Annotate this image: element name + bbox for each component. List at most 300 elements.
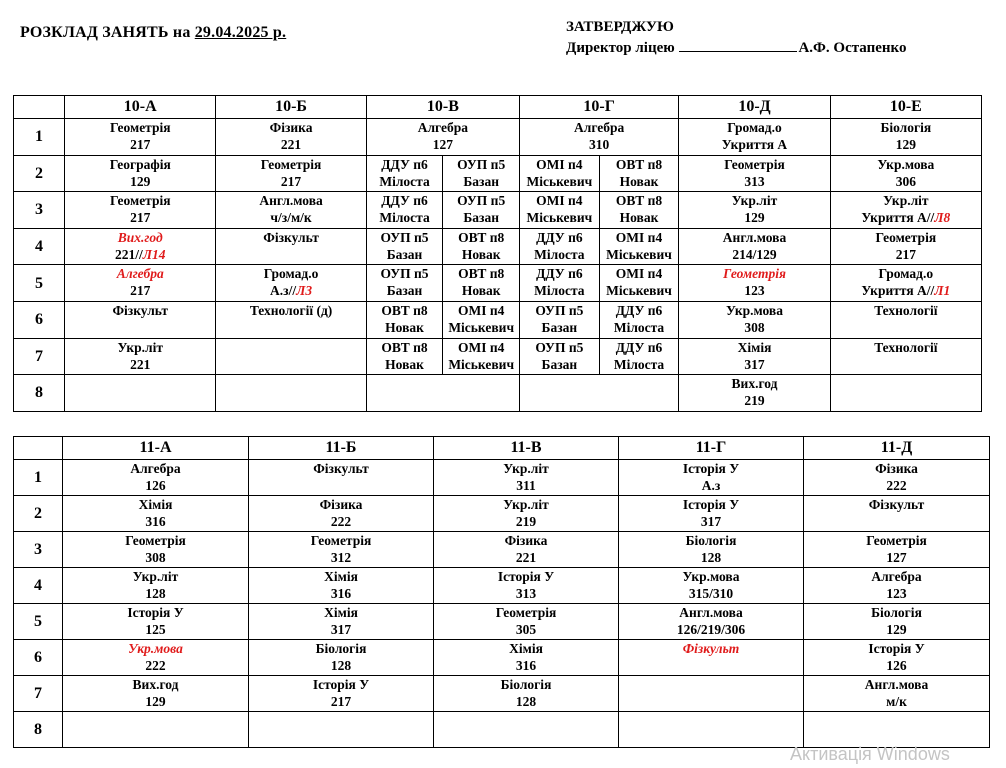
lesson-room xyxy=(63,513,248,530)
lesson-room-text: 126 xyxy=(145,478,166,493)
lesson-room-text: 129 xyxy=(895,137,916,152)
class-header: 10-Е xyxy=(830,96,981,119)
schedule-cell xyxy=(520,155,679,192)
lesson-subject: Історія У xyxy=(312,677,370,692)
lesson-subject: Алгебра xyxy=(417,120,468,135)
lesson-subject: ДДУ п6 xyxy=(615,339,663,355)
lesson-group-tag: Л14 xyxy=(142,246,166,262)
lesson-room-text: А.з// xyxy=(270,283,297,299)
schedule-cell xyxy=(249,640,434,676)
lesson-room xyxy=(520,246,599,263)
lesson-room xyxy=(679,209,829,226)
lesson-room xyxy=(679,356,829,373)
lesson-subject: ОУП п5 xyxy=(380,266,429,282)
lesson-subject: Укр.літ xyxy=(731,193,778,209)
lesson-subject: Фізкульт xyxy=(313,461,369,476)
schedule-cell xyxy=(249,712,434,748)
schedule-cell xyxy=(366,119,519,156)
lesson-room xyxy=(520,356,599,373)
lesson-room xyxy=(367,282,443,299)
split-cell xyxy=(520,229,678,265)
schedule-cell xyxy=(434,532,619,568)
lesson-room xyxy=(600,356,679,373)
lesson-subject: Алгебра xyxy=(116,266,164,282)
lesson-room-text: 128 xyxy=(700,550,722,565)
lesson-subject: ДДУ п6 xyxy=(536,266,583,282)
lesson-room-text: 311 xyxy=(516,478,536,493)
schedule-cell xyxy=(366,375,519,412)
schedule-cell xyxy=(520,119,679,156)
lesson-room xyxy=(831,136,981,153)
schedule-cell xyxy=(804,640,990,676)
group-subcell xyxy=(367,302,443,338)
lesson-room-text: 129 xyxy=(130,173,151,189)
schedule-cell xyxy=(366,265,519,302)
group-subcell xyxy=(443,229,519,265)
lesson-row xyxy=(14,375,982,412)
schedule-cell xyxy=(804,460,990,496)
lesson-subject: Геометрія xyxy=(109,120,171,135)
lesson-row xyxy=(14,301,982,338)
lesson-subject: ДДУ п6 xyxy=(381,156,428,172)
lesson-room-text: 129 xyxy=(744,210,765,226)
lesson-subject: Геометрія xyxy=(866,533,927,548)
lesson-subject: Фізкульт xyxy=(868,497,925,512)
lesson-row xyxy=(14,460,990,496)
schedule-cell xyxy=(249,460,434,496)
lesson-subject: Історія У xyxy=(682,461,740,476)
lesson-room xyxy=(367,209,443,226)
lesson-room-text: 217 xyxy=(330,694,352,709)
lesson-room-text: Базан xyxy=(541,319,578,335)
lesson-room-text: 317 xyxy=(330,622,352,637)
approval-role: Директор ліцею xyxy=(566,40,675,56)
lesson-subject: Укр.літ xyxy=(503,461,549,476)
lesson-number: 6 xyxy=(14,640,63,676)
schedule-cell xyxy=(619,568,804,604)
group-subcell xyxy=(520,265,599,301)
schedule-cell xyxy=(366,301,519,338)
lesson-room-text: 316 xyxy=(145,514,166,529)
split-cell xyxy=(367,229,519,265)
lesson-room xyxy=(249,657,433,674)
lesson-room xyxy=(249,585,433,602)
group-subcell xyxy=(599,229,678,265)
lesson-subject: Алгебра xyxy=(574,120,625,135)
lesson-subject: ОУП п5 xyxy=(535,339,584,355)
lesson-room xyxy=(434,657,618,674)
lesson-room xyxy=(520,282,599,299)
lesson-room-text: 222 xyxy=(886,478,907,493)
lesson-subject: Фізика xyxy=(319,497,363,512)
schedule-cell xyxy=(830,265,981,302)
lesson-subject: Історія У xyxy=(127,605,184,620)
lesson-room xyxy=(619,513,803,530)
lesson-group-tag: Л3 xyxy=(296,283,313,299)
lesson-room xyxy=(443,356,519,373)
lesson-room-text: Мілоста xyxy=(534,283,585,299)
lesson-row xyxy=(14,338,982,375)
class-header: 11-А xyxy=(63,437,249,460)
schedule-cell xyxy=(679,192,830,229)
lesson-room-text: 125 xyxy=(145,622,166,637)
lesson-subject: ОВТ п8 xyxy=(381,339,428,355)
lesson-subject: Алгебра xyxy=(130,461,181,476)
lesson-room xyxy=(600,319,679,336)
lesson-room xyxy=(619,585,803,602)
lesson-subject: Укр.літ xyxy=(883,193,929,209)
lesson-number: 8 xyxy=(14,712,63,748)
class-header: 10-А xyxy=(65,96,216,119)
lesson-room-text: Укриття А// xyxy=(861,210,935,226)
schedule-cell xyxy=(804,496,990,532)
schedule-cell xyxy=(366,338,519,375)
class-header: 11-В xyxy=(434,437,619,460)
schedule-cell xyxy=(679,228,830,265)
schedule-cell xyxy=(434,496,619,532)
lesson-room-text: Мілоста xyxy=(379,173,430,189)
lesson-subject: ОВТ п8 xyxy=(615,193,663,209)
lesson-room xyxy=(679,392,829,409)
lesson-subject: Технології xyxy=(874,339,938,355)
lesson-subject: Геометрія xyxy=(724,156,785,172)
approval-title: ЗАТВЕРДЖУЮ xyxy=(566,19,674,35)
lesson-subject: Біологія xyxy=(880,120,932,135)
lesson-row xyxy=(14,604,990,640)
lesson-room xyxy=(443,319,519,336)
lesson-subject: ОМІ п4 xyxy=(615,229,663,245)
schedule-cell xyxy=(830,375,981,412)
lesson-room-text: 217 xyxy=(895,246,916,262)
lesson-room-text: 315/310 xyxy=(688,586,734,601)
lesson-room xyxy=(443,209,519,226)
lesson-room-text: Міськевич xyxy=(448,319,515,335)
schedule-cell xyxy=(830,301,981,338)
lesson-room-text: 219 xyxy=(515,514,537,529)
lesson-subject: Історія У xyxy=(868,641,925,656)
split-cell xyxy=(367,265,519,301)
lesson-room xyxy=(216,173,365,190)
lesson-subject: Біологія xyxy=(871,605,922,620)
lesson-subject: Англ.мова xyxy=(679,605,743,620)
lesson-room xyxy=(65,356,215,373)
lesson-number: 1 xyxy=(14,119,65,156)
class-header: 10-Д xyxy=(679,96,830,119)
lesson-room xyxy=(249,513,433,530)
schedule-cell xyxy=(804,712,990,748)
lesson-group-tag: Л1 xyxy=(934,283,951,299)
lesson-room xyxy=(216,136,365,153)
lesson-room-text: Базан xyxy=(463,173,499,189)
lesson-subject: ОМІ п4 xyxy=(457,302,505,318)
lesson-room xyxy=(804,621,989,638)
lesson-number: 3 xyxy=(14,192,65,229)
lesson-subject: Громад.о xyxy=(878,266,934,282)
lesson-subject: ОВТ п8 xyxy=(458,229,505,245)
lesson-subject: ДДУ п6 xyxy=(615,302,663,318)
lesson-room-text: Новак xyxy=(619,173,659,189)
schedule-cell xyxy=(65,119,216,156)
lesson-room xyxy=(443,282,519,299)
lesson-room xyxy=(65,282,215,299)
lesson-room xyxy=(831,246,981,263)
schedule-cell xyxy=(216,375,366,412)
lesson-subject: ОУП п5 xyxy=(535,302,584,318)
lesson-subject: Вих.год xyxy=(132,677,179,692)
page-title xyxy=(20,24,286,42)
class-header: 10-Б xyxy=(216,96,366,119)
lesson-subject: ОВТ п8 xyxy=(458,266,505,282)
split-cell xyxy=(520,156,678,192)
lesson-row xyxy=(14,712,990,748)
schedule-cell xyxy=(216,155,366,192)
lesson-subject: Геометрія xyxy=(125,533,186,548)
schedule-cell xyxy=(65,265,216,302)
lesson-row xyxy=(14,228,982,265)
lesson-number: 8 xyxy=(14,375,65,412)
lesson-room-text: Новак xyxy=(461,283,501,299)
lesson-room xyxy=(65,136,215,153)
lesson-room-text: 317 xyxy=(700,514,722,529)
group-subcell xyxy=(520,302,599,338)
group-subcell xyxy=(443,339,519,375)
lesson-group-tag: Л8 xyxy=(934,210,951,226)
lesson-room-text: 123 xyxy=(744,283,765,299)
schedule-cell xyxy=(366,228,519,265)
lesson-subject: Громад.о xyxy=(263,266,319,282)
schedule-cell xyxy=(679,119,830,156)
lesson-room xyxy=(367,136,519,153)
schedule-cell xyxy=(619,460,804,496)
lesson-room xyxy=(679,246,829,263)
lesson-room-text: 305 xyxy=(515,622,537,637)
lesson-subject: ОУП п5 xyxy=(457,193,506,209)
schedule-cell xyxy=(679,375,830,412)
group-subcell xyxy=(367,339,443,375)
lesson-subject: Укр.мова xyxy=(877,156,935,172)
schedule-cell xyxy=(249,604,434,640)
lesson-number: 2 xyxy=(14,155,65,192)
lesson-room-text: 217 xyxy=(130,210,151,226)
schedule-cell xyxy=(520,265,679,302)
lesson-room xyxy=(804,693,989,710)
schedule-cell xyxy=(804,676,990,712)
lesson-subject: Географія xyxy=(109,156,171,172)
lesson-room-text: Базан xyxy=(386,246,423,262)
schedule-cell xyxy=(63,640,249,676)
lesson-room-text: 308 xyxy=(145,550,166,565)
lesson-room xyxy=(520,136,678,153)
lesson-room-text: 310 xyxy=(589,137,610,152)
lesson-room xyxy=(65,246,215,263)
lesson-subject: Геометрія xyxy=(495,605,557,620)
lesson-room xyxy=(831,173,981,190)
group-subcell xyxy=(520,229,599,265)
lesson-room xyxy=(600,246,679,263)
lesson-subject: Геометрія xyxy=(109,193,171,209)
lesson-room xyxy=(367,319,443,336)
corner-cell xyxy=(14,437,63,460)
lesson-subject: Технології xyxy=(874,302,938,318)
lesson-room-text: Укриття А xyxy=(721,137,788,152)
schedule-cell xyxy=(619,676,804,712)
lesson-number: 4 xyxy=(14,568,63,604)
schedule-cell xyxy=(830,119,981,156)
schedule-cell xyxy=(216,228,366,265)
lesson-room xyxy=(65,173,215,190)
lesson-room xyxy=(367,356,443,373)
lesson-room xyxy=(434,621,618,638)
lesson-subject: Геометрія xyxy=(875,229,937,245)
lesson-subject: Вих.год xyxy=(117,229,163,245)
lesson-room xyxy=(434,477,618,494)
group-subcell xyxy=(443,265,519,301)
schedule-cell xyxy=(520,338,679,375)
lesson-number: 4 xyxy=(14,228,65,265)
schedule-cell xyxy=(434,676,619,712)
lesson-room-text: м/к xyxy=(886,694,907,709)
lesson-room xyxy=(63,657,248,674)
lesson-subject: Укр.мова xyxy=(128,641,183,656)
class-header: 10-В xyxy=(366,96,519,119)
class-header: 10-Г xyxy=(520,96,679,119)
lesson-room-text: 312 xyxy=(330,550,352,565)
lesson-subject: Біологія xyxy=(315,641,367,656)
lesson-room xyxy=(367,173,443,190)
lesson-room-text: Мілоста xyxy=(534,246,585,262)
lesson-room xyxy=(443,173,519,190)
lesson-room xyxy=(804,585,989,602)
lesson-room-text: 129 xyxy=(886,622,907,637)
lesson-number: 6 xyxy=(14,301,65,338)
approval-block xyxy=(566,17,907,59)
schedule-cell xyxy=(434,568,619,604)
lesson-room-text: 128 xyxy=(145,586,166,601)
lesson-subject: Укр.літ xyxy=(132,569,179,584)
lesson-subject: ОМІ п4 xyxy=(536,193,583,209)
schedule-cell xyxy=(63,676,249,712)
lesson-room xyxy=(600,282,679,299)
lesson-subject: Історія У xyxy=(682,497,740,512)
lesson-room xyxy=(679,136,829,153)
lesson-room xyxy=(520,209,599,226)
lesson-room xyxy=(249,549,433,566)
lesson-subject: Фізика xyxy=(875,461,918,476)
schedule-cell xyxy=(249,568,434,604)
lesson-room-text: 313 xyxy=(515,586,537,601)
lesson-room-text: Міськевич xyxy=(526,210,593,226)
lesson-room xyxy=(804,477,989,494)
lesson-room-text: 126/219/306 xyxy=(676,622,746,637)
schedule-cell xyxy=(434,712,619,748)
lesson-room xyxy=(831,209,981,226)
split-cell xyxy=(367,302,519,338)
schedule-cell xyxy=(216,192,366,229)
lesson-number: 7 xyxy=(14,676,63,712)
lesson-room-text: 306 xyxy=(895,173,916,189)
lesson-room xyxy=(619,621,803,638)
schedule-cell xyxy=(520,375,679,412)
group-subcell xyxy=(599,156,678,192)
lesson-subject: Геометрія xyxy=(260,156,322,172)
lesson-room xyxy=(600,209,679,226)
lesson-room-text: 128 xyxy=(515,694,537,709)
group-subcell xyxy=(599,302,678,338)
lesson-subject: ОМІ п4 xyxy=(536,156,583,172)
lesson-room xyxy=(216,209,365,226)
schedule-cell xyxy=(619,496,804,532)
lesson-room-text: 128 xyxy=(330,658,352,673)
lesson-room-text: 127 xyxy=(886,550,907,565)
schedule-cell xyxy=(619,532,804,568)
lesson-subject: Громад.о xyxy=(727,120,782,135)
lesson-room-text: 221 xyxy=(130,356,151,372)
lesson-room-text: 316 xyxy=(330,586,352,601)
lesson-room xyxy=(249,621,433,638)
group-subcell xyxy=(367,192,443,228)
approval-signature-line xyxy=(566,38,907,59)
lesson-row xyxy=(14,640,990,676)
lesson-room-text: Мілоста xyxy=(613,319,665,335)
class-header: 11-Д xyxy=(804,437,990,460)
lesson-room xyxy=(679,319,829,336)
schedule-cell xyxy=(216,265,366,302)
schedule-cell xyxy=(434,460,619,496)
lesson-room-text: Новак xyxy=(385,319,424,335)
lesson-subject: Англ.мова xyxy=(864,677,929,692)
lesson-room-text: 308 xyxy=(744,319,765,335)
lesson-number: 5 xyxy=(14,265,65,302)
group-subcell xyxy=(599,265,678,301)
lesson-subject: Технології (д) xyxy=(249,302,333,318)
lesson-subject: Хімія xyxy=(509,641,543,656)
schedule-table-10 xyxy=(13,95,982,412)
schedule-cell xyxy=(63,604,249,640)
group-subcell xyxy=(520,339,599,375)
schedule-cell xyxy=(679,301,830,338)
lesson-room xyxy=(600,173,679,190)
lesson-row xyxy=(14,192,982,229)
lesson-subject: ОВТ п8 xyxy=(615,156,663,172)
lesson-row xyxy=(14,676,990,712)
lesson-subject: ОМІ п4 xyxy=(615,266,663,282)
group-subcell xyxy=(599,192,678,228)
lesson-room xyxy=(65,209,215,226)
split-cell xyxy=(520,339,678,375)
group-subcell xyxy=(443,192,519,228)
lesson-room xyxy=(520,173,599,190)
lesson-room-text: ч/з/м/к xyxy=(270,210,312,226)
lesson-room xyxy=(63,585,248,602)
lesson-subject: ОУП п5 xyxy=(457,156,506,172)
lesson-subject: Фізкульт xyxy=(112,302,169,318)
lesson-room-text: 316 xyxy=(515,658,537,673)
lesson-room xyxy=(619,549,803,566)
schedule-cell xyxy=(434,604,619,640)
schedule-cell xyxy=(63,712,249,748)
lesson-room-text: Мілоста xyxy=(379,210,430,226)
lesson-row xyxy=(14,265,982,302)
lesson-subject: Хімія xyxy=(737,339,772,355)
lesson-room-text: 126 xyxy=(886,658,907,673)
split-cell xyxy=(520,302,678,338)
lesson-room-text: 219 xyxy=(744,393,765,409)
schedule-cell xyxy=(65,192,216,229)
lesson-room-text: Мілоста xyxy=(613,356,665,372)
lesson-subject: ДДУ п6 xyxy=(536,229,583,245)
windows-activation-watermark: Активація Windows xyxy=(790,744,950,764)
lesson-subject: Алгебра xyxy=(871,569,922,584)
